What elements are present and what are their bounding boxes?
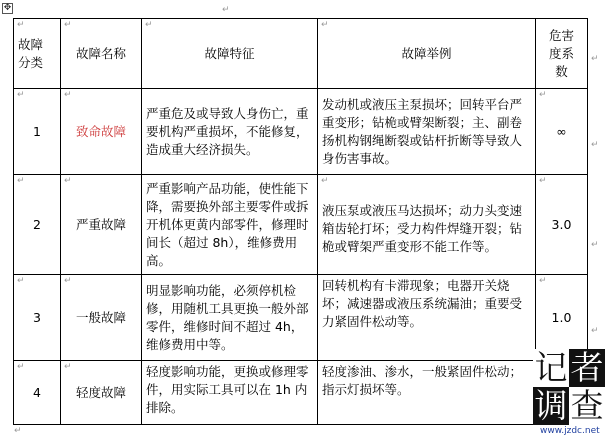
row3-example: 回转机构有卡滞现象；电器开关烧坏；减速器或液压系统漏油；重要受力紧固件松动等。 xyxy=(322,278,523,329)
row1-name: 致命故障 xyxy=(75,123,126,139)
row2-example: 液压泵或液压马达损坏；动力头变速箱齿轮打坏；受力构件焊缝开裂；钻桅或臂架严重变形不能工作等。 xyxy=(322,202,523,254)
row4-example-cell xyxy=(318,361,536,425)
fault-classification-table xyxy=(13,18,588,425)
table-header-row xyxy=(14,19,588,89)
watermark-logo xyxy=(533,349,605,429)
row-end-mark: ↵ xyxy=(591,140,599,150)
row4-example: 轻度渗油、渗水，一般紧固件松动；指示灯损坏等。 xyxy=(322,364,523,397)
header-category-label: 故障 分类 xyxy=(18,36,44,70)
row1-example: 发动机或液压主泵损坏；回转平台严重变形；钻桅或臂架断裂；主、副卷扬机构钢绳断裂或钻杆折断等导致人身伤害事故。 xyxy=(322,96,523,166)
row2-coefficient-cell: ↵ 3.0 xyxy=(536,175,588,275)
header-cell-coefficient xyxy=(536,19,588,89)
header-cell-feature: ↵ 故障特征 xyxy=(142,19,318,89)
row4-name-cell: ↵ 轻度故障 xyxy=(61,361,142,425)
row1-feature: 严重危及或导致人身伤亡，重要机构严重损坏，不能修复，造成重大经济损失。 xyxy=(146,105,309,157)
row4-feature-cell xyxy=(142,361,318,425)
row1-feature-cell xyxy=(142,89,318,175)
row2-coefficient: 3.0 xyxy=(551,216,572,232)
row3-feature: 明显影响功能，必须停机检修，用随机工具更换一般外部零件，维修时间不超过 4h，维修费用中等。 xyxy=(146,282,309,352)
row-end-mark: ↵ xyxy=(591,240,599,250)
watermark-char: 者 xyxy=(570,348,604,387)
row3-coefficient: 1.0 xyxy=(551,309,572,325)
row1-name-cell: ↵ 致命故障 xyxy=(61,89,142,175)
table-row xyxy=(14,361,588,425)
row-end-mark: ↵ xyxy=(591,54,599,64)
header-cell-name: ↵ 故障名称 xyxy=(61,19,142,89)
row4-category-cell: ↵ 4 xyxy=(14,361,61,425)
header-coefficient-label: 危害 度系 数 xyxy=(548,27,574,79)
header-example-label: 故障举例 xyxy=(401,45,452,61)
paragraph-mark: ↵ xyxy=(14,426,22,436)
row1-coefficient: ∞ xyxy=(556,123,567,139)
table-row xyxy=(14,275,588,361)
row4-name: 轻度故障 xyxy=(75,384,126,400)
row3-feature-cell xyxy=(142,275,318,361)
table-move-handle-icon[interactable]: ✥ xyxy=(3,3,12,13)
header-name-label: 故障名称 xyxy=(75,45,126,61)
row3-name-cell: ↵ 一般故障 xyxy=(61,275,142,361)
row3-category-cell: ↵ 3 xyxy=(14,275,61,361)
watermark-url: www.jzdc.net xyxy=(540,426,600,436)
row4-feature: 轻度影响功能，更换或修理零件，用实际工具可以在 1h 内排除。 xyxy=(146,364,309,415)
watermark-char: 记 xyxy=(534,348,568,387)
header-cell-category: ↵ 故障 分类 xyxy=(14,19,61,89)
row2-name: 严重故障 xyxy=(75,216,126,232)
header-feature-label: 故障特征 xyxy=(204,45,255,61)
row3-example-cell xyxy=(318,275,536,361)
paragraph-mark: ↵ xyxy=(222,5,230,15)
row3-name: 一般故障 xyxy=(75,309,126,325)
row2-feature-cell xyxy=(142,175,318,275)
watermark-char: 查 xyxy=(570,386,604,425)
row1-category-cell: ↵ 1 xyxy=(14,89,61,175)
row2-feature: 严重影响产品功能，使性能下降，需要换外部主要零件或拆开机体更黄内部零件，修理时间长（超过 8h），维修费用高。 xyxy=(146,180,309,268)
watermark-char: 调 xyxy=(534,386,568,425)
row2-name-cell: ↵ 严重故障 xyxy=(61,175,142,275)
header-cell-example: ↵ 故障举例 xyxy=(318,19,536,89)
row-end-mark: ↵ xyxy=(591,326,599,336)
row3-coefficient-cell: ↵ 1.0 xyxy=(536,275,588,361)
row2-example-cell: ↵ 液压泵或液压马达损坏；动力头变速箱齿轮打坏；受力构件焊缝开裂；钻桅或臂架严重变形不能工作等。 xyxy=(318,175,536,275)
row3-category: 3 xyxy=(33,309,41,325)
row1-coefficient-cell: ↵ ∞ xyxy=(536,89,588,175)
row4-category: 4 xyxy=(33,384,41,400)
table-row xyxy=(14,175,588,275)
row2-category: 2 xyxy=(33,216,41,232)
row2-category-cell: ↵ 2 xyxy=(14,175,61,275)
table-row xyxy=(14,89,588,175)
row1-category: 1 xyxy=(33,123,41,139)
row1-example-cell xyxy=(318,89,536,175)
